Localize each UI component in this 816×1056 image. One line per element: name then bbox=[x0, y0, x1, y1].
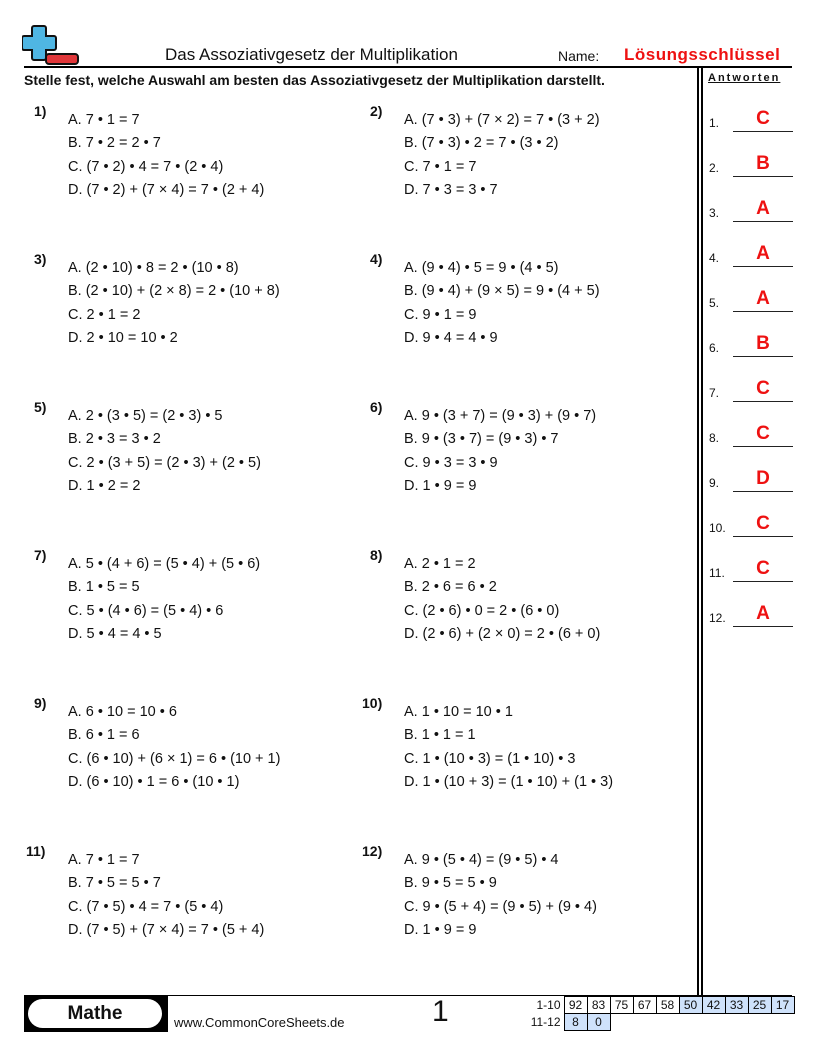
option-list bbox=[404, 405, 596, 498]
problem-number: 3) bbox=[34, 251, 47, 267]
answer-row-10 bbox=[709, 507, 793, 537]
option: D. (6 • 10) • 1 = 6 • (10 • 1) bbox=[68, 773, 240, 790]
score-empty bbox=[610, 1014, 794, 1031]
option: B. 9 • (3 • 7) = (9 • 3) • 7 bbox=[404, 431, 559, 448]
option: D. 5 • 4 = 4 • 5 bbox=[68, 625, 162, 642]
answers-heading: Antworten bbox=[708, 72, 781, 84]
option: B. 2 • 3 = 3 • 2 bbox=[68, 431, 161, 448]
option: D. 9 • 4 = 4 • 9 bbox=[404, 329, 498, 346]
score-cell: 25 bbox=[748, 997, 771, 1014]
score-cell: 67 bbox=[633, 997, 656, 1014]
answer-value: C bbox=[756, 558, 770, 579]
option: A. (2 • 10) • 8 = 2 • (10 • 8) bbox=[68, 260, 239, 276]
option: D. (2 • 6) + (2 × 0) = 2 • (6 + 0) bbox=[404, 625, 601, 642]
option: C. (6 • 10) + (6 × 1) = 6 • (10 + 1) bbox=[68, 750, 281, 767]
answer-row-6 bbox=[709, 327, 793, 357]
option: D. 2 • 10 = 10 • 2 bbox=[68, 329, 178, 346]
answer-value: C bbox=[756, 423, 770, 444]
score-cell: 92 bbox=[564, 997, 587, 1014]
answer-line bbox=[733, 446, 793, 447]
score-cell: 42 bbox=[702, 997, 725, 1014]
option: C. 9 • (5 + 4) = (9 • 5) + (9 • 4) bbox=[404, 898, 597, 915]
problem-number: 4) bbox=[370, 251, 383, 267]
option: C. 7 • 1 = 7 bbox=[404, 158, 477, 175]
answer-line bbox=[733, 491, 793, 492]
answer-value: A bbox=[756, 198, 770, 219]
answer-number: 6. bbox=[709, 341, 720, 355]
score-row-11-12 bbox=[528, 1014, 794, 1031]
worksheet-title: Das Assoziativgesetz der Multiplikation bbox=[165, 45, 458, 64]
answer-column-divider bbox=[697, 68, 699, 995]
option: C. 9 • 3 = 3 • 9 bbox=[404, 454, 498, 471]
option-list bbox=[68, 257, 280, 350]
option: C. (2 • 6) • 0 = 2 • (6 • 0) bbox=[404, 602, 560, 619]
answer-value: C bbox=[756, 378, 770, 399]
option: B. 7 • 5 = 5 • 7 bbox=[68, 875, 161, 892]
score-cell: 8 bbox=[564, 1014, 587, 1031]
website-link[interactable]: www.CommonCoreSheets.de bbox=[174, 1015, 345, 1030]
answer-line bbox=[733, 626, 793, 627]
score-row-label: 11-12 bbox=[530, 1015, 561, 1029]
score-row-label: 1-10 bbox=[536, 998, 561, 1012]
answer-line bbox=[733, 581, 793, 582]
option: C. 5 • (4 • 6) = (5 • 4) • 6 bbox=[68, 602, 224, 619]
option: D. (7 • 5) + (7 × 4) = 7 • (5 + 4) bbox=[68, 921, 265, 938]
problem-number: 1) bbox=[34, 103, 47, 119]
option-list bbox=[68, 405, 261, 498]
problem-number: 11) bbox=[26, 843, 46, 859]
answer-value: B bbox=[756, 153, 770, 174]
option: C. 2 • 1 = 2 bbox=[68, 306, 141, 323]
problem-number: 9) bbox=[34, 695, 47, 711]
answer-value: C bbox=[756, 108, 770, 129]
score-cell: 58 bbox=[656, 997, 679, 1014]
option-list bbox=[68, 109, 264, 202]
answer-number: 12. bbox=[709, 611, 726, 625]
answer-line bbox=[733, 221, 793, 222]
problem-number: 12) bbox=[362, 843, 383, 859]
problem-number: 10) bbox=[362, 695, 383, 711]
name-label: Name: bbox=[558, 48, 600, 64]
problem-number: 6) bbox=[370, 399, 383, 415]
answer-value: B bbox=[756, 333, 770, 354]
option: A. (7 • 3) + (7 × 2) = 7 • (3 + 2) bbox=[404, 112, 600, 128]
option: B. (7 • 3) • 2 = 7 • (3 • 2) bbox=[404, 135, 559, 152]
option: D. (7 • 2) + (7 × 4) = 7 • (2 + 4) bbox=[68, 181, 265, 198]
answer-row-5 bbox=[709, 282, 793, 312]
answer-value: A bbox=[756, 603, 770, 624]
header-divider bbox=[24, 66, 792, 68]
option: C. (7 • 2) • 4 = 7 • (2 • 4) bbox=[68, 158, 224, 175]
score-cell: 0 bbox=[587, 1014, 610, 1031]
option: A. 7 • 1 = 7 bbox=[68, 112, 140, 128]
option: D. 1 • 9 = 9 bbox=[404, 921, 477, 938]
option: A. 9 • (5 • 4) = (9 • 5) • 4 bbox=[404, 852, 559, 868]
option: A. 1 • 10 = 10 • 1 bbox=[404, 704, 513, 720]
answer-row-11 bbox=[709, 552, 793, 582]
answer-number: 10. bbox=[709, 521, 726, 535]
answer-number: 9. bbox=[709, 476, 720, 490]
score-row-1-10 bbox=[528, 997, 794, 1014]
answer-number: 5. bbox=[709, 296, 720, 310]
option: C. 2 • (3 + 5) = (2 • 3) + (2 • 5) bbox=[68, 454, 261, 471]
answer-number: 4. bbox=[709, 251, 720, 265]
score-cell: 75 bbox=[610, 997, 633, 1014]
instructions: Stelle fest, welche Auswahl am besten das Assoziativgesetz der Multiplikation darstellt. bbox=[24, 72, 605, 88]
score-cell: 17 bbox=[771, 997, 794, 1014]
option: B. 7 • 2 = 2 • 7 bbox=[68, 135, 161, 152]
name-value: Lösungsschlüssel bbox=[624, 45, 781, 64]
option-list bbox=[68, 553, 260, 646]
answer-row-2 bbox=[709, 147, 793, 177]
answer-row-7 bbox=[709, 372, 793, 402]
option: A. 2 • 1 = 2 bbox=[404, 556, 476, 572]
option: B. (2 • 10) + (2 × 8) = 2 • (10 + 8) bbox=[68, 283, 280, 300]
option: D. 1 • (10 + 3) = (1 • 10) + (1 • 3) bbox=[404, 773, 614, 790]
answer-line bbox=[733, 311, 793, 312]
option-list bbox=[404, 257, 600, 350]
option-list bbox=[68, 701, 280, 794]
option: A. 9 • (3 + 7) = (9 • 3) + (9 • 7) bbox=[404, 408, 597, 424]
answer-value: D bbox=[756, 468, 770, 489]
score-cell: 50 bbox=[679, 997, 702, 1014]
option: B. (9 • 4) + (9 × 5) = 9 • (4 + 5) bbox=[404, 283, 600, 300]
answer-column-divider bbox=[701, 68, 703, 995]
answer-row-9 bbox=[709, 462, 793, 492]
option-list bbox=[404, 109, 600, 202]
answer-number: 3. bbox=[709, 206, 720, 220]
option: A. 2 • (3 • 5) = (2 • 3) • 5 bbox=[68, 408, 223, 424]
option: A. 6 • 10 = 10 • 6 bbox=[68, 704, 177, 720]
answer-line bbox=[733, 176, 793, 177]
problem-number: 8) bbox=[370, 547, 383, 563]
answer-number: 11. bbox=[709, 566, 725, 580]
answer-line bbox=[733, 131, 793, 132]
problem-number: 2) bbox=[370, 103, 383, 119]
answer-row-4 bbox=[709, 237, 793, 267]
answer-number: 2. bbox=[709, 161, 720, 175]
answer-row-8 bbox=[709, 417, 793, 447]
option: B. 9 • 5 = 5 • 9 bbox=[404, 875, 497, 892]
option: A. 5 • (4 + 6) = (5 • 4) + (5 • 6) bbox=[68, 556, 261, 572]
answer-number: 7. bbox=[709, 386, 720, 400]
answer-value: A bbox=[756, 288, 770, 309]
option: C. 1 • (10 • 3) = (1 • 10) • 3 bbox=[404, 750, 576, 767]
option-list bbox=[404, 701, 613, 794]
option: B. 1 • 5 = 5 bbox=[68, 579, 140, 596]
option-list bbox=[404, 553, 600, 646]
answer-row-3 bbox=[709, 192, 793, 222]
page-number: 1 bbox=[432, 995, 449, 1028]
option: B. 1 • 1 = 1 bbox=[404, 727, 476, 744]
option: D. 1 • 2 = 2 bbox=[68, 477, 141, 494]
score-cell: 33 bbox=[725, 997, 748, 1014]
answer-line bbox=[733, 401, 793, 402]
answer-line bbox=[733, 266, 793, 267]
option: D. 1 • 9 = 9 bbox=[404, 477, 477, 494]
answer-value: A bbox=[756, 243, 770, 264]
option: A. (9 • 4) • 5 = 9 • (4 • 5) bbox=[404, 260, 559, 276]
answer-number: 1. bbox=[709, 116, 720, 130]
answer-value: C bbox=[756, 513, 770, 534]
option-list bbox=[404, 849, 597, 942]
subject-badge: Mathe bbox=[28, 999, 162, 1028]
option-list bbox=[68, 849, 264, 942]
score-table bbox=[528, 996, 795, 1031]
option: A. 7 • 1 = 7 bbox=[68, 852, 140, 868]
plus-minus-logo-icon bbox=[22, 24, 80, 66]
answer-line bbox=[733, 536, 793, 537]
option: D. 7 • 3 = 3 • 7 bbox=[404, 181, 498, 198]
score-cell: 83 bbox=[587, 997, 610, 1014]
problem-number: 7) bbox=[34, 547, 47, 563]
answer-number: 8. bbox=[709, 431, 720, 445]
option: B. 2 • 6 = 6 • 2 bbox=[404, 579, 497, 596]
option: B. 6 • 1 = 6 bbox=[68, 727, 140, 744]
problem-number: 5) bbox=[34, 399, 47, 415]
answer-row-1 bbox=[709, 102, 793, 132]
option: C. 9 • 1 = 9 bbox=[404, 306, 477, 323]
option: C. (7 • 5) • 4 = 7 • (5 • 4) bbox=[68, 898, 224, 915]
answer-line bbox=[733, 356, 793, 357]
answer-row-12 bbox=[709, 597, 793, 627]
